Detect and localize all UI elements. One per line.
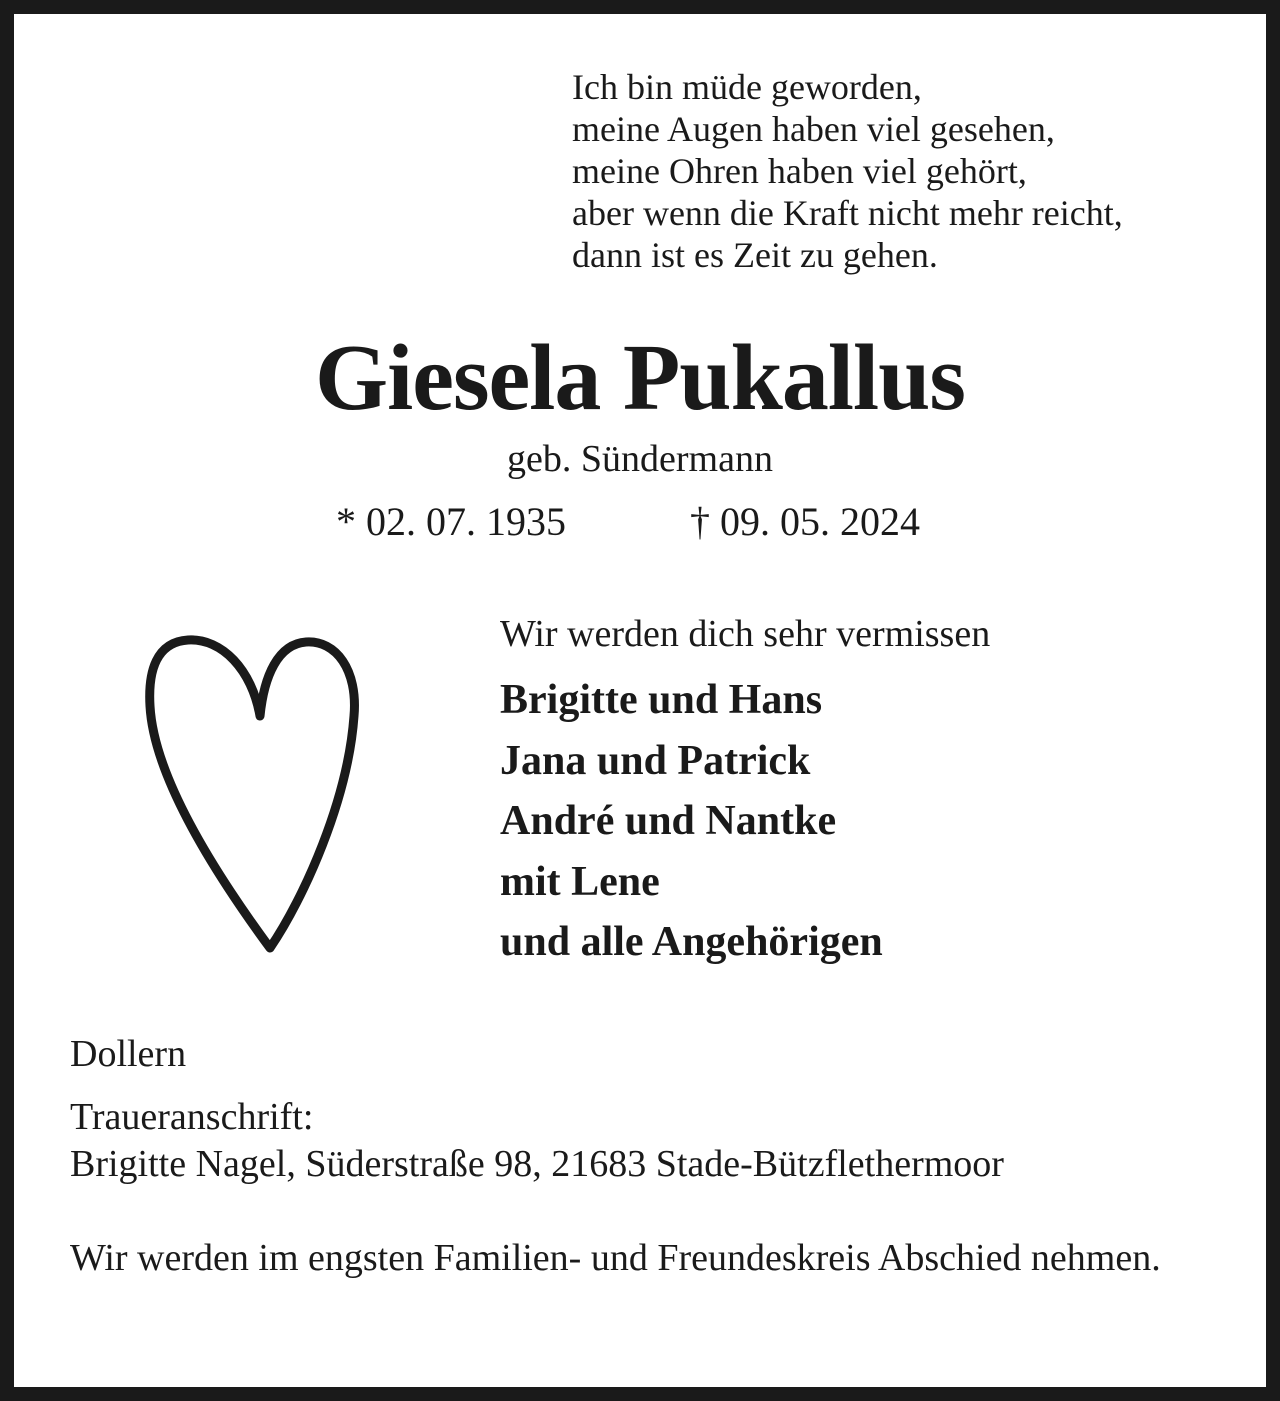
address-label: Traueranschrift: xyxy=(70,1096,314,1138)
mourner-name: Brigitte und Hans xyxy=(500,677,823,723)
poem-line: Ich bin müde geworden, xyxy=(572,67,922,107)
poem xyxy=(572,66,1123,276)
poem-line: aber wenn die Kraft nicht mehr reicht, xyxy=(572,193,1123,233)
mourner-name: mit Lene xyxy=(500,858,660,905)
mourning-intro: Wir werden dich sehr vermissen xyxy=(500,613,991,655)
heart-icon xyxy=(140,630,364,960)
death-date: † 09. 05. 2024 xyxy=(690,499,920,544)
address: Brigitte Nagel, Süderstraße 98, 21683 Stade-Bützflethermoor xyxy=(70,1143,1004,1185)
mourner-name: und alle Angehörigen xyxy=(500,919,883,965)
poem-line: meine Augen haben viel gesehen, xyxy=(572,109,1055,149)
mourners-list xyxy=(500,670,883,973)
deceased-name: Giesela Pukallus xyxy=(315,326,965,430)
mourner-name: André und Nantke xyxy=(500,798,837,844)
farewell-note: Wir werden im engsten Familien- und Freundeskreis Abschied nehmen. xyxy=(70,1237,1161,1279)
place: Dollern xyxy=(70,1033,187,1075)
birth-date: * 02. 07. 1935 xyxy=(336,499,566,544)
poem-line: dann ist es Zeit zu gehen. xyxy=(572,235,938,275)
mourner-name: Jana und Patrick xyxy=(500,737,811,784)
poem-line: meine Ohren haben viel gehört, xyxy=(572,151,1027,191)
maiden-name: geb. Sündermann xyxy=(507,438,773,480)
